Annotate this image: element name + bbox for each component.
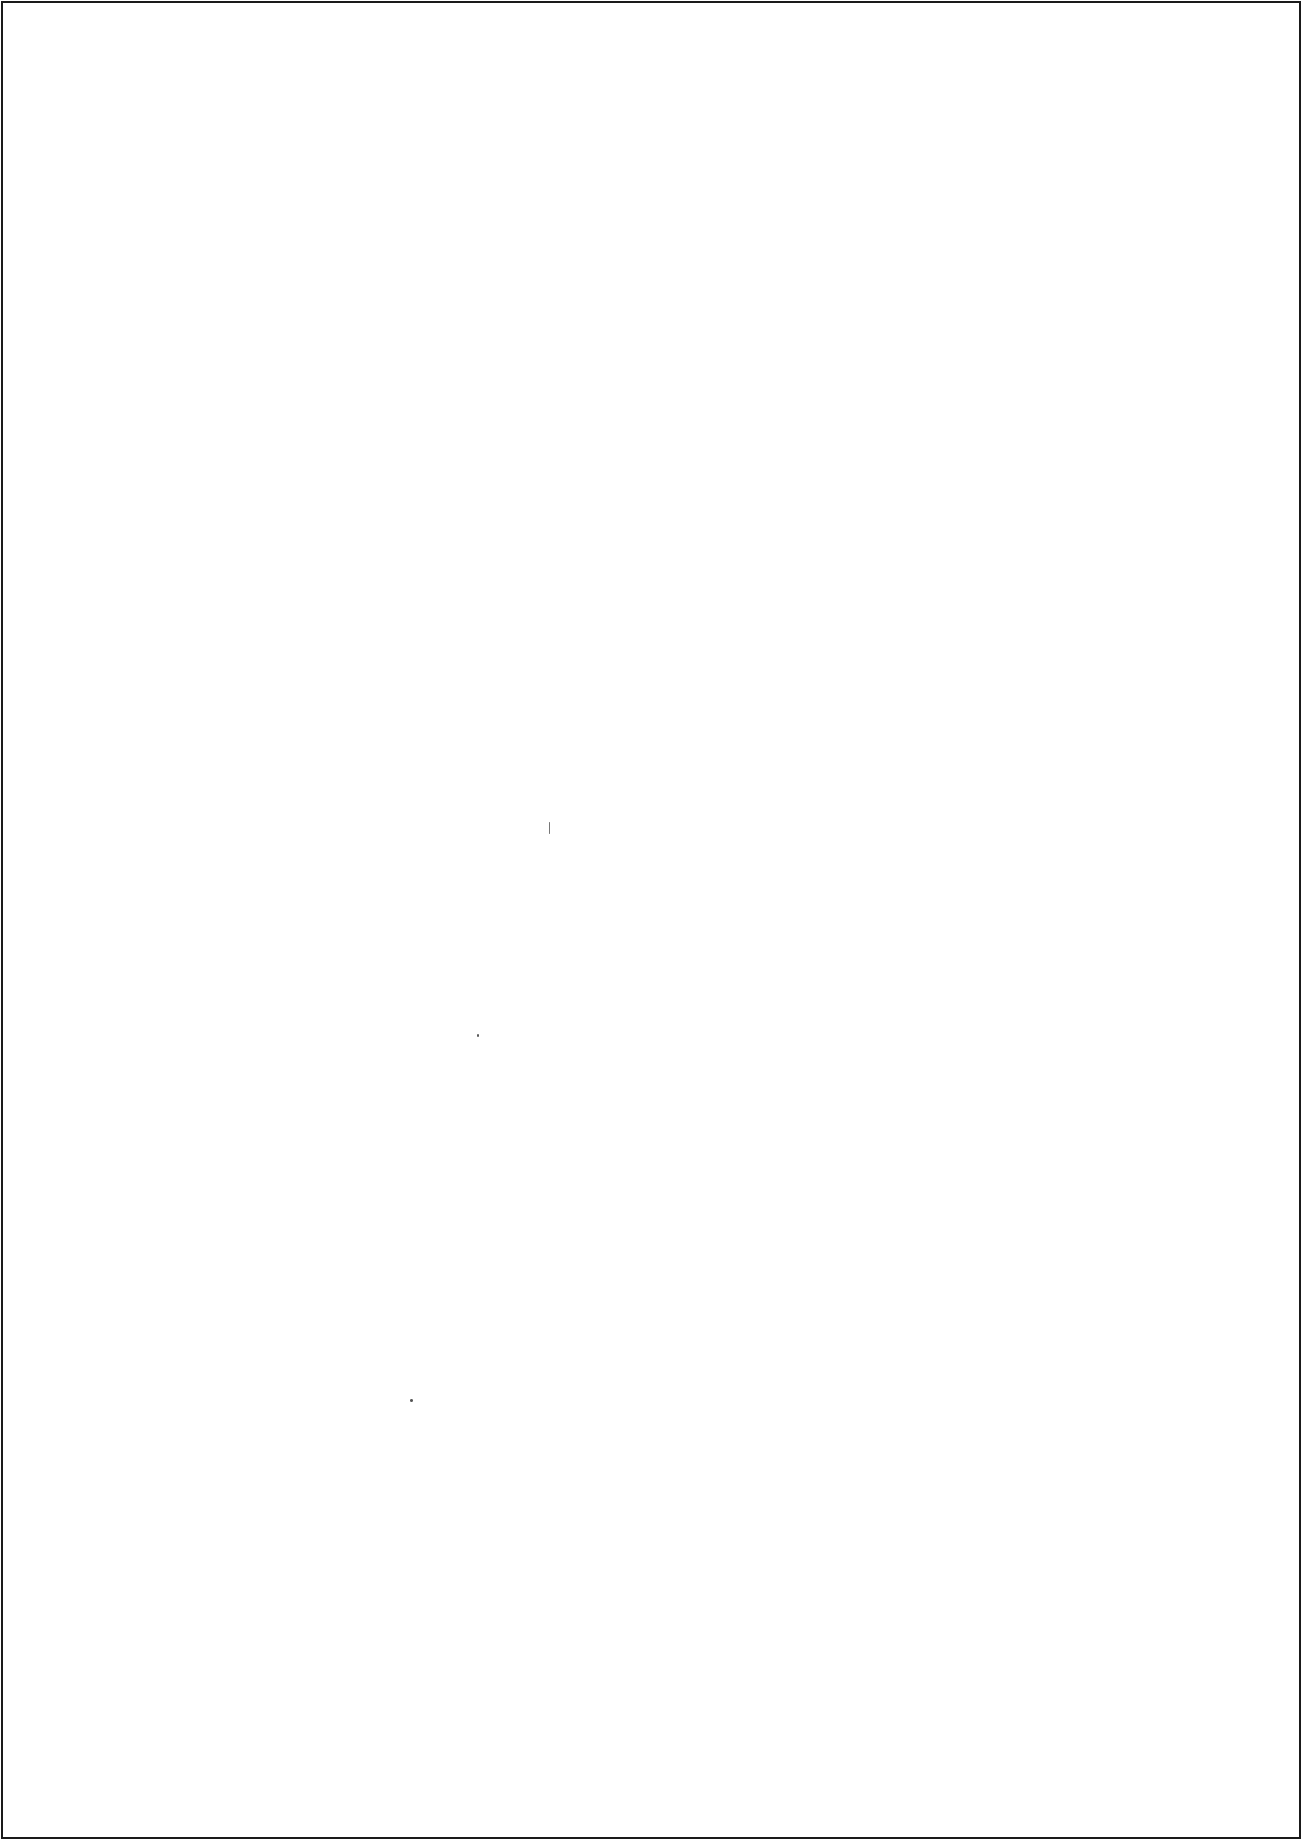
scan-speck [477,1034,479,1037]
scan-speck [410,1399,413,1402]
scan-speck [549,822,550,834]
page-border [1,1,1301,1839]
